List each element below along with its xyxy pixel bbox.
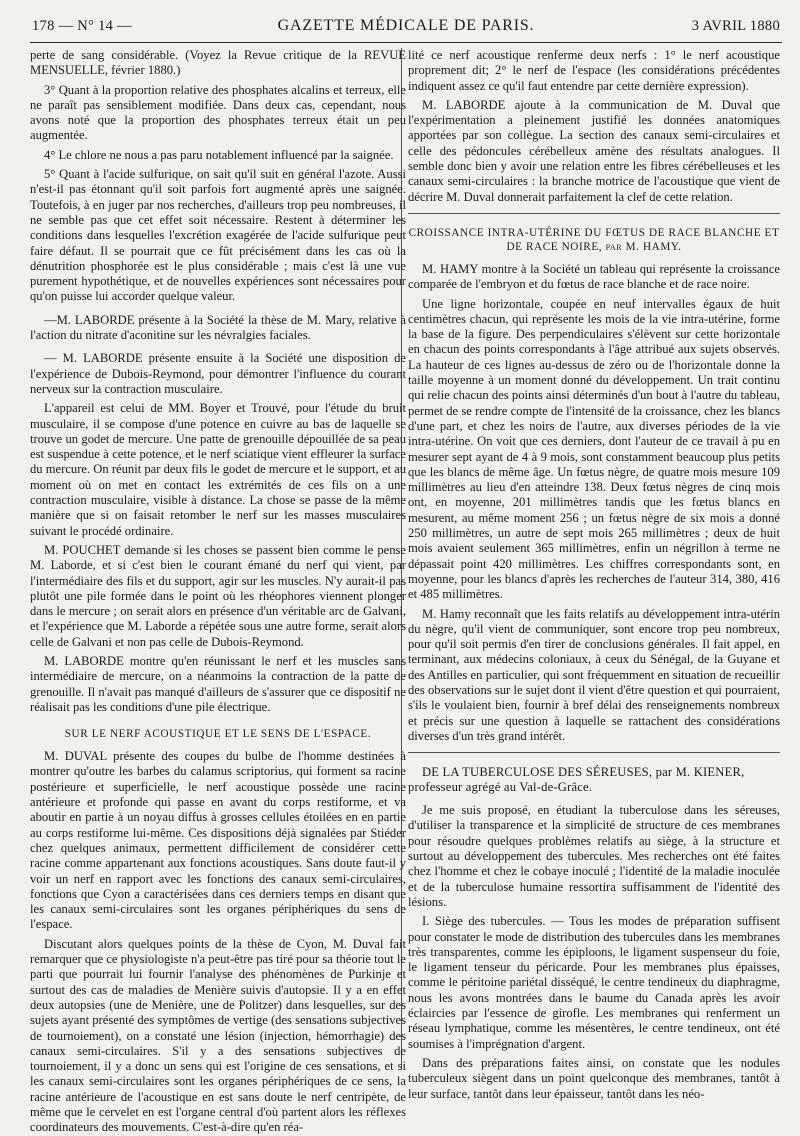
left-column xyxy=(30,48,406,1135)
paragraph: M. HAMY montre à la Société un tableau qui représente la croissance comparée de l'embryon et du fœtus de race blanche et de race noire. xyxy=(408,261,780,292)
paragraph: Dans des préparations faites ainsi, on constate que les nodules tuberculeux siègent dans un point quelconque des membranes, tantôt à leur surface, tantôt dans leur épaisseur, tantôt dans les néo- xyxy=(408,1055,780,1101)
right-column xyxy=(408,48,780,1101)
section-heading: SUR LE NERF ACOUSTIQUE ET LE SENS DE L'ESPACE. xyxy=(64,728,372,741)
paragraph: M. DUVAL présente des coupes du bulbe de l'homme destinées à montrer qu'outre les barbes du calamus scriptorius, qui forment sa racine postérieure et superficielle, le nerf acoustique possède une racine antérieure et profonde qui passe en avant du corps restiforme, et va aboutir en partie à un noyau diffus à grosses cellules étoilées en en partie au corps restiforme lui-même. Ces dispositions déjà signalées par Stiéder chez quelques animaux, permettent difficilement de considérer cette racine comme appartenant aux fonctions acoustiques. Sans doute faut-il y voir un nerf en rapport avec les fonctions des canaux semi-circulaires, fonctions que Cyon a caractérisées dans ces derniers temps en disant que les canaux semi-circulaires sont les organes périphériques du sens de l'espace. xyxy=(30,749,406,932)
paragraph: I. Siège des tubercules. — Tous les modes de préparation suffisent pour constater le mode de distribution des tubercules dans les membranes très transparentes, comme les épiploons, le ligament suspenseur du foie, le ligament tenseur du péricarde. Pour les membranes plus épaisses, comme le péritoine pariétal disséqué, le centre tendineux du diaphragme, nous les avons montrées dans le baume du Canada après les avoir éclaircies par l'essence de girofle. Les membranes qui renferment un réseau lymphatique, comme les mésentères, le centre tendineux, ont été soumises à l'imprégnation d'argent. xyxy=(408,914,780,1051)
paragraph: 3° Quant à la proportion relative des phosphates alcalins et terreux, elle ne paraît pas sensiblement modifiée. Dans deux cas, cependant, nous avons noté que la proportion des phosphates terreux était un peu augmentée. xyxy=(30,82,406,143)
paragraph: 5° Quant à l'acide sulfurique, on sait qu'il suit en général l'azote. Aussi n'est-il pas étonnant qu'il soit parfois fort augmenté après une saignée. Toutefois, à en juger par nos recherches, d'ailleurs trop peu nombreuses, il ne semble pas que cet effet soit nécessaire. Restent à déterminer les conditions dans lesquelles l'excrétion exagérée de l'acide sulfurique peut faire défaut. Il se pourrait que ce fût précisément dans les cas où la dénutrition phosphorée est le plus considérable ; mais c'est là une vue purement hypothétique, et de nouvelles expériences sont nécessaires pour qu'on puisse lui accorder quelque valeur. xyxy=(30,167,406,304)
paragraph: M. LABORDE ajoute à la communication de M. Duval que l'expérimentation a pleinement justifié les données anatomiques apportées par son collègue. La section des canaux semi-circulaires et celle des pédoncules cérébelleux amène des résultats analogues. Il semble donc bien y avoir une relation entre les fibres cérébelleuses et les canaux semi-circulaires : la branche motrice de l'acoustique que vient de décrire M. Duval donnerait parfaitement la clef de cette relation. xyxy=(408,97,780,204)
section-divider xyxy=(408,213,780,214)
section-heading: DE LA TUBERCULOSE DES SÉREUSES, par M. KIENER, professeur agrégé au Val-de-Grâce. xyxy=(408,765,745,795)
section-heading: CROISSANCE INTRA-UTÉRINE DU FŒTUS DE RACE BLANCHE ET DE RACE NOIRE, par M. HAMY. xyxy=(408,226,780,253)
paragraph: — M. LABORDE présente ensuite à la Société une disposition de l'expérience de Dubois-Reymond, pour démontrer l'influence du courant nerveux sur la contraction musculaire. xyxy=(30,351,406,396)
section-divider xyxy=(408,752,780,753)
issue-date: 3 AVRIL 1880 xyxy=(691,18,780,34)
page-number: 178 — N° 14 — xyxy=(32,18,132,34)
paragraph: 4° Le chlore ne nous a pas paru notablement influencé par la saignée. xyxy=(44,147,394,162)
paragraph: Une ligne horizontale, coupée en neuf intervalles égaux de huit centimètres chacun, qui représente les mois de la vie intra-utérine, forme la base de la figure. Des perpendiculaires s'élèvent sur cette horizontale en chacun des points correspondants à l'âge attribué aux sujets observés. La hauteur de ces lignes au-dessus de zéro ou de l'horizontale donne la taille moyenne à un moment donné du développement. Un trait continu qui relie chacun des points ainsi déterminés d'un bout à l'autre du tableau, permet de se rendre compte de l'intensité de la croissance, chez les blancs d'une part, et chez les noirs de l'autre, aux diverses périodes de la vie intra-utérine. On voit que ces derniers, dont l'auteur de ce travail à pu en mesurer sept ayant de 4 à 9 mois, sont constamment beaucoup plus petits que les blancs de même âge. Un fœtus nègre, de quatre mois mesure 109 millimètres au lieu d'en atteindre 138. Deux fœtus nègres de cinq mois ont, en moyenne, 201 millimètres tandis que les fœtus blancs en mesurent, au même moment 256 ; un fœtus nègre de six mois a donné 250 millimètres, un autre de sept mois 265 millimètres ; deux de huit mois avaient seulement 365 millimètres, enfin un négrillon à terme ne dépassait point 420 millimètres. Les chiffres correspondants sont, en moyenne, pour les blancs d'après les recherches de l'auteur 314, 380, 416 et 485 millimètres. xyxy=(408,296,780,602)
paragraph: —M. LABORDE présente à la Société la thèse de M. Mary, relative à l'action du nitrate d'aconitine sur les névralgies faciales. xyxy=(30,312,406,343)
page-header xyxy=(30,12,782,43)
paragraph: Je me suis proposé, en étudiant la tuberculose dans les séreuses, d'utiliser la transparence et la simplicité de structure de ces membranes pour résoudre quelques problèmes relatifs au siège, à la structure et surtout au développement des tubercules. Mes recherches ont été faites chez l'homme et chez le cobaye inoculé ; l'identité de la maladie inoculée et de la tuberculose humaine ressortira suffisamment de l'identité des lésions. xyxy=(408,803,780,909)
paragraph: M. Hamy reconnaît que les faits relatifs au développement intra-utérin du nègre, qu'il vient de communiquer, sont encore trop peu nombreux, pour qu'il soit permis d'en tirer de conclusions générales. Il fait appel, en terminant, aux médecins coloniaux, à ceux du Sénégal, de la Guyane et des Antilles en particulier, qui sont fréquemment en situation de recueillir des observations sur le sujet dont il vient d'être question et qui pourraient, s'ils le voulaient bien, fournir à bref délai des renseignements nombreux et précis sur une question à laquelle se rattachent des considérations diverses d'un très grand intérêt. xyxy=(408,606,780,743)
paragraph: lité ce nerf acoustique renferme deux nerfs : 1° le nerf acoustique proprement dit; 2° le nerf de l'espace (les considérations précédentes indiquent assez ce qu'il faut entendre par cette dernière expression). xyxy=(408,48,780,93)
journal-title: GAZETTE MÉDICALE DE PARIS. xyxy=(277,17,535,34)
paragraph: M. POUCHET demande si les choses se passent bien comme le pense M. Laborde, et si c'est bien le courant émané du nerf qui vient, par l'intermédiaire des fils et du support, agir sur les muscles. N'y aurait-il pas plutôt une pile formée dans le point où les rhéophores viennent plonger dans le mercure ; on serait alors en présence d'un véritable arc de Galvani, et l'expérience que M. Laborde a répétée sous une autre forme, serait alors celle de Galvani et non pas celle de Dubois-Reymond. xyxy=(30,542,406,649)
paragraph: L'appareil est celui de MM. Boyer et Trouvé, pour l'étude du bruit musculaire, il se compose d'une potence en cuivre au bas de laquelle se trouve un godet de mercure. Une patte de grenouille dépouillée de sa peau est suspendue à cette potence, et le nerf sciatique vient effleurer la surface du mercure. On réunit par deux fils le godet de mercure et le support, et au moment où on met en contact les extrémités de ces fils on a une contraction musculaire, visible à distance. La chose se passe de la même manière que si on faisait retomber le nerf sur les masses musculaires suivant le procédé ordinaire. xyxy=(30,401,406,538)
paragraph: perte de sang considérable. (Voyez la Revue critique de la REVUE MENSUELLE, février 1880.) xyxy=(30,48,406,78)
paragraph: M. LABORDE montre qu'en réunissant le nerf et les muscles sans intermédiaire de mercure, on a néanmoins la contraction de la patte de grenouille. Il n'avait pas manqué d'ailleurs de s'assurer que ce dispositif ne réalisait pas les conditions d'une pile électrique. xyxy=(30,653,406,714)
paragraph: Discutant alors quelques points de la thèse de Cyon, M. Duval fait remarquer que ce physiologiste n'a peut-être pas tiré pour sa théorie tout le parti que pourrait lui fournir l'analyse des phénomènes de Purkinje et surtout des cas de maladies de Menière suivis d'autopsie. Il y a en effet deux autopsies (une de Menière, une de Politzer) dans lesquelles, sur des sujets ayant présenté des symptômes de vertige (des sensations subjectives de tournoiement), on a constaté une lésion (injection, hémorrhagie) des canaux semi-circulaires. S'il y a des sensations subjectives de tournoiement, il y a donc un sens qui est l'origine de ces sensations, et si les canaux semi-circulaires sont les organes périphériques de ce sens, la racine antérieure de l'acoustique en est sans doute le nerf centripète, de même que le cervelet en est l'organe central d'où partent alors les réflexes coordinateurs des mouvements. C'est-à-dire qu'en réa- xyxy=(30,936,406,1135)
